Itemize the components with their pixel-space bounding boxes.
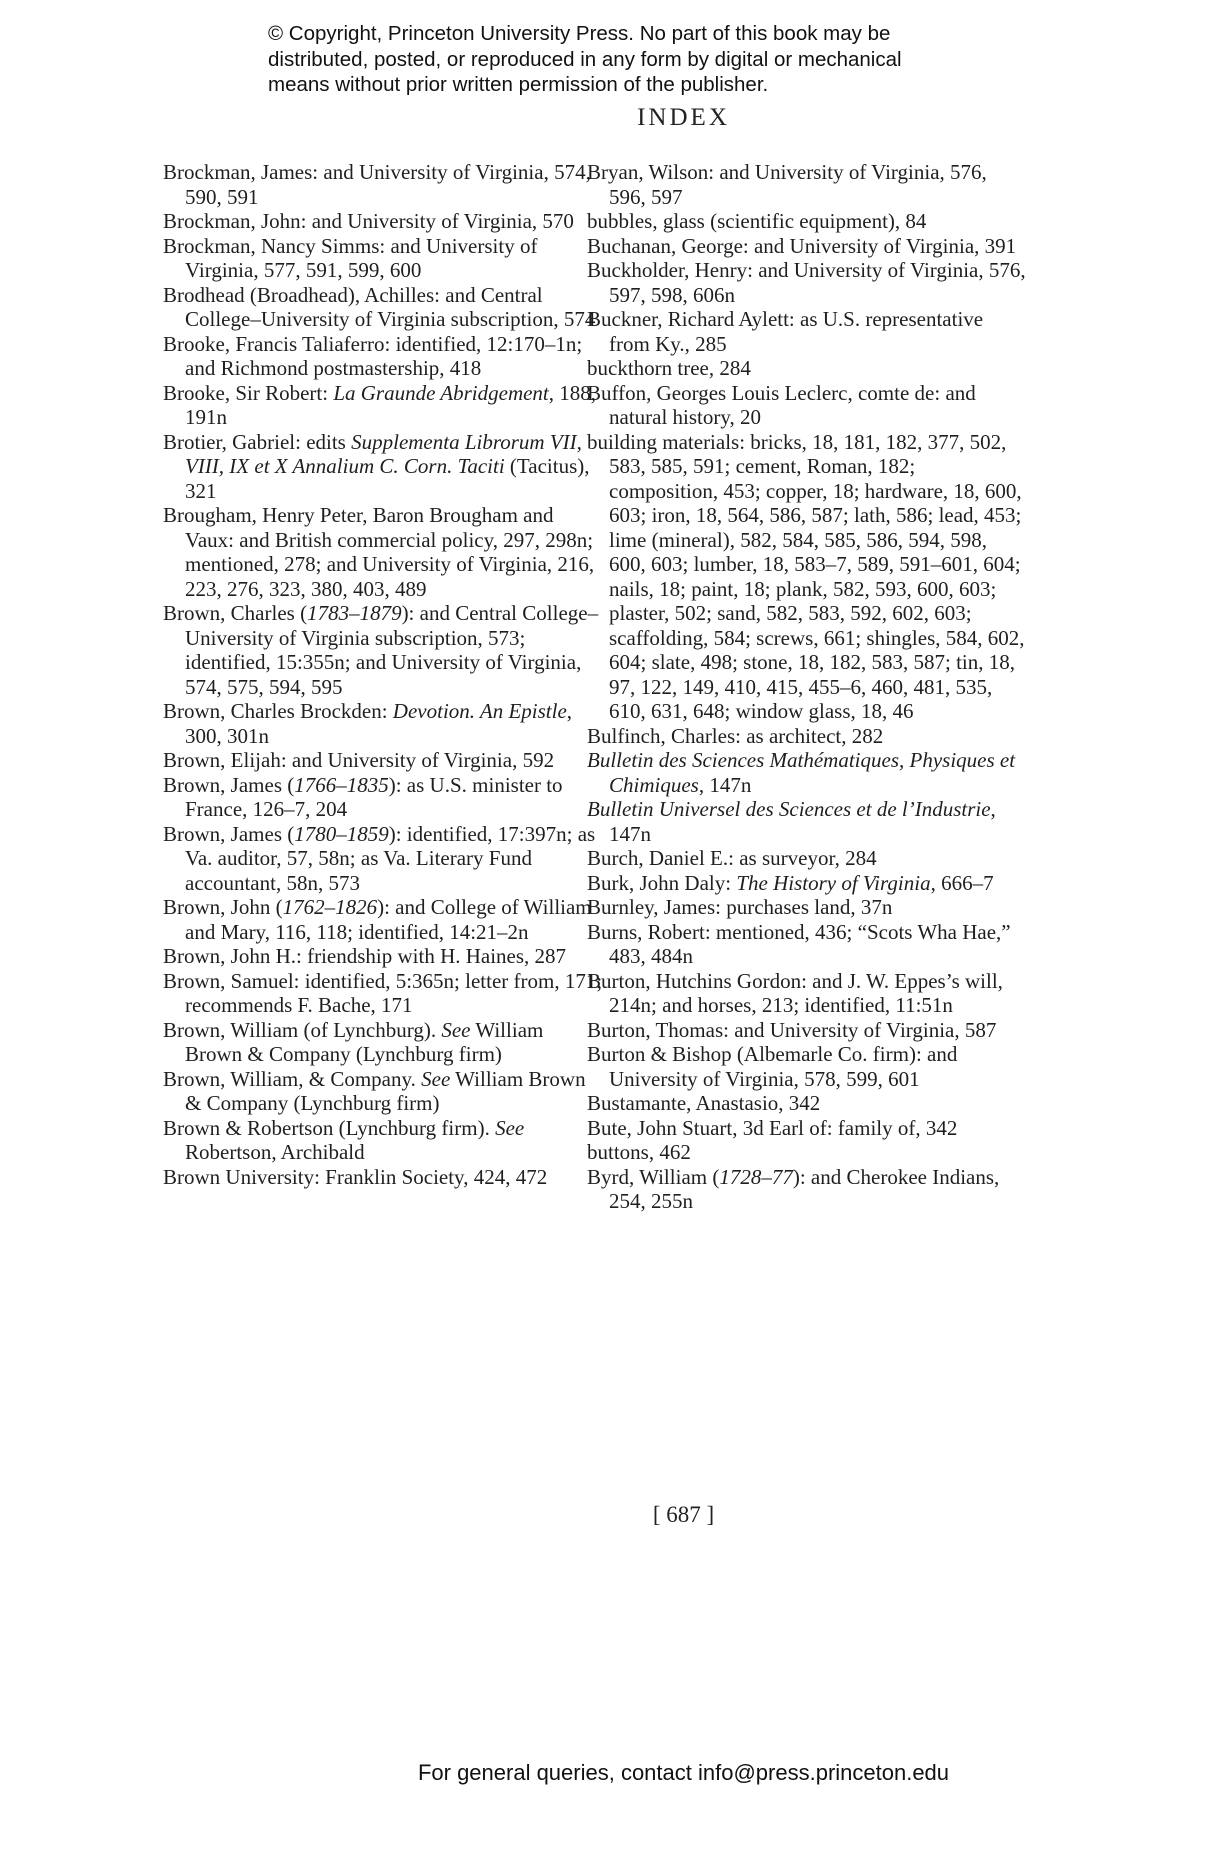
index-entry: Brooke, Francis Taliaferro: identified, 12:170–1n; and Richmond postmastership, 418 <box>163 331 583 380</box>
page-number: [ 687 ] <box>652 1502 715 1527</box>
index-entry: Bute, John Stuart, 3d Earl of: family of, 342 <box>587 1115 958 1140</box>
copyright-notice <box>268 21 1028 98</box>
index-entry: Burk, John Daly: The History of Virginia, 666–7 <box>587 870 994 895</box>
index-entry: Bustamante, Anastasio, 342 <box>587 1091 821 1115</box>
index-entry: Burnley, James: purchases land, 37n <box>587 895 893 919</box>
index-entry: Bulletin des Sciences Mathématiques, Physiques et Chimiques, 147n <box>587 748 1016 797</box>
contact-footer: For general queries, contact info@press.princeton.edu <box>417 1760 950 1785</box>
index-column-left <box>163 160 603 1189</box>
index-entry: Brown, James (1780–1859): identified, 17:397n; as Va. auditor, 57, 58n; as Va. Literary Fund accountant, 58n, 573 <box>163 821 596 895</box>
index-entry: bubbles, glass (scientific equipment), 84 <box>587 209 927 233</box>
index-entry: Bulletin Universel des Sciences et de l’Industrie, 147n <box>587 797 996 846</box>
index-entry: Byrd, William (1728–77): and Cherokee Indians, 254, 255n <box>587 1164 1000 1213</box>
index-entry: Bryan, Wilson: and University of Virginia, 576, 596, 597 <box>587 160 987 209</box>
index-column-right <box>587 160 1027 1214</box>
index-entry: Buckholder, Henry: and University of Virginia, 576, 597, 598, 606n <box>587 258 1026 307</box>
index-entry: Bulfinch, Charles: as architect, 282 <box>587 723 884 748</box>
index-entry: Burns, Robert: mentioned, 436; “Scots Wha Hae,” 483, 484n <box>587 919 1011 968</box>
index-entry: buttons, 462 <box>587 1140 691 1164</box>
index-entry: Brougham, Henry Peter, Baron Brougham and Vaux: and British commercial policy, 297, 298n; mentioned, 278; and University of Virginia, 216, 223, 276, 323, 380, 403, 489 <box>163 503 595 601</box>
index-entry: Burton, Thomas: and University of Virginia, 587 <box>587 1017 997 1042</box>
index-entry: Brown, Elijah: and University of Virginia, 592 <box>163 748 555 772</box>
index-entry: Brown, William (of Lynchburg). See William Brown & Company (Lynchburg firm) <box>163 1017 544 1066</box>
index-entry: Brotier, Gabriel: edits Supplementa Librorum VII, VIII, IX et X Annalium C. Corn. Taciti (Tacitus), 321 <box>163 429 590 503</box>
copyright-line: © Copyright, Princeton University Press. No part of this book may be <box>268 22 891 45</box>
index-entry: Brown, James (1766–1835): as U.S. minister to France, 126–7, 204 <box>163 772 563 821</box>
index-entry: Buchanan, George: and University of Virginia, 391 <box>587 233 1017 258</box>
index-entry: Brooke, Sir Robert: La Graunde Abridgement, 188, 191n <box>163 380 597 429</box>
index-entry: Brockman, Nancy Simms: and University of Virginia, 577, 591, 599, 600 <box>163 233 538 282</box>
index-entry: Brown, John (1762–1826): and College of William and Mary, 116, 118; identified, 14:21–2n <box>163 895 592 944</box>
index-entry: Burch, Daniel E.: as surveyor, 284 <box>587 846 877 870</box>
copyright-line: distributed, posted, or reproduced in any form by digital or mechanical <box>268 47 902 71</box>
index-entry: Burton & Bishop (Albemarle Co. firm): and University of Virginia, 578, 599, 601 <box>587 1042 958 1091</box>
running-head: INDEX <box>637 104 730 131</box>
index-entry: Brown University: Franklin Society, 424, 472 <box>163 1164 548 1189</box>
index-entry: Brown, Samuel: identified, 5:365n; letter from, 171; recommends F. Bache, 171 <box>163 968 603 1017</box>
index-entry: Brockman, James: and University of Virginia, 574, 590, 591 <box>163 160 591 209</box>
index-entry: Brown, William, & Company. See William Brown & Company (Lynchburg firm) <box>163 1066 586 1115</box>
index-entry: buckthorn tree, 284 <box>587 356 751 380</box>
index-entry: Buffon, Georges Louis Leclerc, comte de: and natural history, 20 <box>587 380 976 429</box>
index-entry: Brown & Robertson (Lynchburg firm). See Robertson, Archibald <box>163 1115 525 1164</box>
index-entry: Buckner, Richard Aylett: as U.S. representative from Ky., 285 <box>587 307 984 356</box>
index-entry: Brown, Charles Brockden: Devotion. An Epistle, 300, 301n <box>163 699 573 748</box>
index-entry: Brockman, John: and University of Virginia, 570 <box>163 209 574 233</box>
index-entry: Burton, Hutchins Gordon: and J. W. Eppes’s will, 214n; and horses, 213; identified, 11:51n <box>587 968 1003 1017</box>
index-entry: Brodhead (Broadhead), Achilles: and Central College–University of Virginia subscription, 574 <box>163 282 596 331</box>
index-entry: building materials: bricks, 18, 181, 182, 377, 502, 583, 585, 591; cement, Roman, 182; composition, 453; copper, 18; hardware, 18, 600, 603; iron, 18, 564, 586, 587; lath, 586; lead, 453; lime (mineral), 582, 584, 585, 586, 594, 598, 600, 603; lumber, 18, 583–7, 589, 591–601, 604; nails, 18; paint, 18; plank, 582, 593, 600, 603; plaster, 502; sand, 582, 583, 592, 602, 603; scaffolding, 584; screws, 661; shingles, 584, 602, 604; slate, 498; stone, 18, 182, 583, 587; tin, 18, 97, 122, 149, 410, 415, 455–6, 460, 481, 535, 610, 631, 648; window glass, 18, 46 <box>587 429 1025 723</box>
index-entry: Brown, Charles (1783–1879): and Central College–University of Virginia subscription, 573; identified, 15:355n; and University of Virginia, 574, 575, 594, 595 <box>163 601 599 699</box>
index-entry: Brown, John H.: friendship with H. Haines, 287 <box>163 944 567 968</box>
copyright-line: means without prior written permission of the publisher. <box>268 73 769 96</box>
